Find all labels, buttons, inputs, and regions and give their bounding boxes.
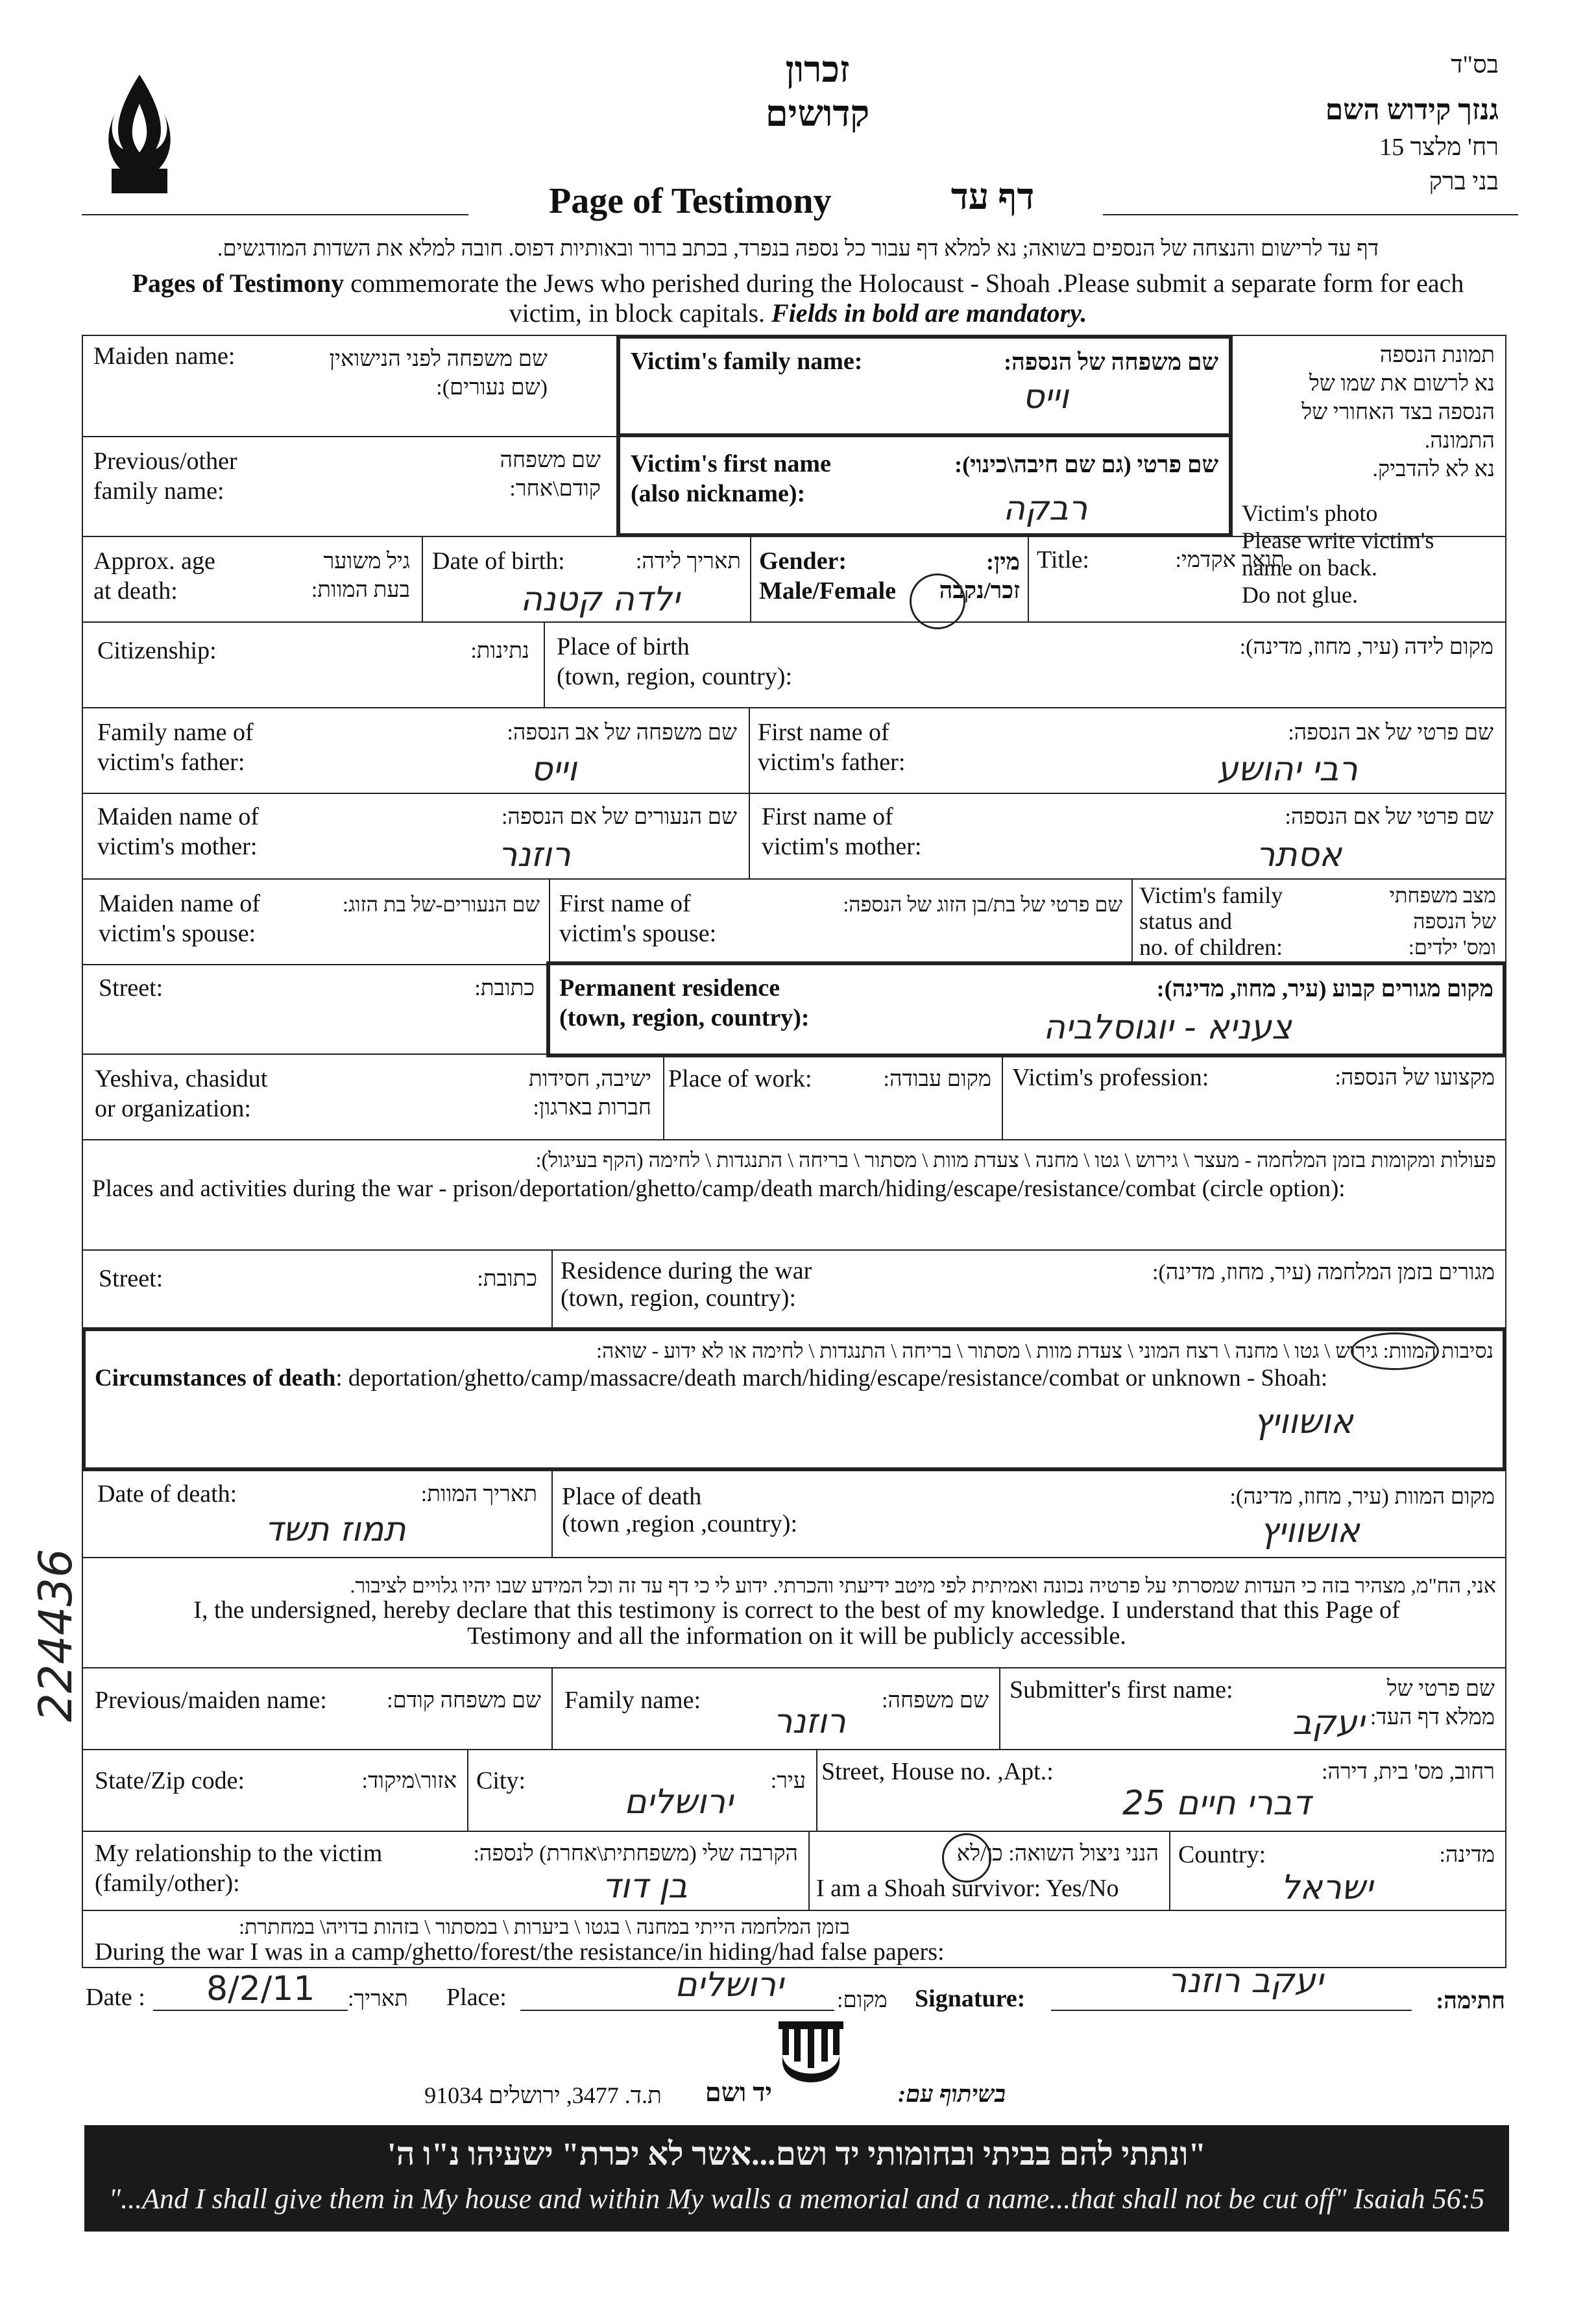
header-rule-right (1103, 214, 1518, 215)
sub-state-cell[interactable] (82, 1749, 468, 1832)
yad-vashem-heb: יד ושם (705, 2078, 772, 2107)
ghetto-circle-mark (1351, 1332, 1439, 1370)
sub-family-cell[interactable] (551, 1667, 1000, 1750)
quote-banner (84, 2125, 1509, 2232)
gender-label-heb: מין: זכר/נקבה (939, 549, 1020, 603)
permanent-residence-cell[interactable] (546, 961, 1506, 1057)
place-value[interactable]: ירושלים (675, 1966, 784, 2004)
circumstances-value: אושוויץ (1253, 1402, 1353, 1441)
sub-family-value: רוזנר (773, 1702, 846, 1741)
sub-prev-label: Previous/maiden name: (95, 1687, 327, 1714)
signature-line (1051, 2010, 1412, 2011)
dob-cell[interactable] (422, 536, 751, 623)
first-name-label: Victim's first name (also nickname): (631, 450, 831, 507)
declaration-en: I, the undersigned, hereby declare that this testimony is correct to the best of my knowledge. I understand that this Page of Testimony and all the information on it will be publicly accessible. (193, 1596, 1400, 1650)
war-residence-cell[interactable] (551, 1249, 1506, 1330)
mother-maiden-value: רוזנר (498, 836, 571, 874)
yeshiva-label-heb: ישיבה, חסידות חברות בארגון: (528, 1067, 651, 1120)
sub-relationship-cell[interactable] (82, 1831, 810, 1911)
page-title-heb: דף עד (950, 177, 1035, 217)
profession-label: Victim's profession: (1012, 1064, 1209, 1091)
first-name-cell[interactable] (616, 433, 1233, 537)
sub-war-camp-heb: בזמן המלחמה הייתי במחנה \ בגטו \ ביערות \ במסתור \ בזהות בדויה\ במחתרת: (239, 1915, 850, 1938)
war-residence-label-heb: מגורים בזמן המלחמה (עיר, מחוז, מדינה): (1152, 1260, 1495, 1284)
sub-family-label: Family name: (564, 1687, 701, 1714)
father-first-value: רבי יהושע (1217, 750, 1358, 789)
sub-first-label: Submitter's first name: (1010, 1676, 1233, 1703)
place-line (520, 2010, 834, 2011)
mother-first-label: First name of victim's mother: (762, 803, 922, 860)
circumstances-en-bold: Circumstances of death (95, 1365, 336, 1391)
spouse-first-label-heb: שם פרטי של בת/בן הזוג של הנספה: (843, 893, 1122, 916)
sub-first-cell[interactable] (999, 1667, 1506, 1750)
mother-first-label-heb: שם פרטי של אם הנספה: (1285, 805, 1493, 829)
date-label: Date : (86, 1984, 145, 2011)
intro-mandatory: Fields in bold are mandatory. (771, 298, 1087, 328)
sub-city-value: ירושלים (624, 1783, 733, 1822)
spouse-first-cell[interactable] (549, 878, 1133, 965)
sub-country-cell[interactable] (1169, 1831, 1506, 1911)
circumstances-cell[interactable] (82, 1327, 1506, 1471)
address-heb: ת.ד. 3477, ירושלים 91034 (424, 2082, 662, 2108)
title-cell[interactable] (1028, 536, 1506, 623)
dod-label-heb: תאריך המוות: (420, 1482, 537, 1506)
sub-relationship-label-heb: הקרבה שלי (משפחתית\אחרת) לנספה: (473, 1842, 798, 1866)
date-line (153, 2010, 348, 2011)
mother-maiden-label-heb: שם הנעורים של אם הנספה: (501, 805, 737, 829)
title-label-heb: תואר אקדמי: (1175, 548, 1285, 572)
header-org-name: גנזך קידוש השם (1325, 94, 1499, 126)
banner-heb: "ונתתי להם בביתי ובחומותי יד ושם...אשר לא יכרת" ישעיהו נ"ו ה' (387, 2136, 1207, 2172)
sub-city-label: City: (476, 1767, 526, 1794)
sub-street-label-heb: רחוב, מס' בית, דירה: (1321, 1760, 1495, 1784)
mother-first-value: אסתר (1256, 836, 1342, 874)
prev-name-cell[interactable] (82, 436, 620, 537)
citizenship-cell[interactable] (82, 621, 545, 708)
intro-bold: Pages of Testimony (132, 269, 345, 298)
maiden-label-heb: שם משפחה לפני הנישואין (שם נעורים): (329, 347, 548, 400)
work-label-heb: מקום עבודה: (883, 1067, 991, 1091)
first-name-label-heb: שם פרטי (גם שם חיבה\כינוי): (954, 451, 1218, 477)
title-label: Title: (1037, 546, 1089, 573)
maiden-name-cell[interactable] (82, 335, 620, 437)
family-status-label: Victim's family status and no. of children: (1139, 882, 1283, 960)
work-label: Place of work: (668, 1065, 812, 1092)
header-bsd: בס"ד (1451, 51, 1499, 78)
age-cell[interactable] (82, 536, 423, 623)
work-cell[interactable] (663, 1053, 1003, 1140)
father-family-label: Family name of victim's father: (97, 719, 254, 776)
citizenship-label: Citizenship: (97, 637, 217, 664)
permanent-residence-value: צעניא - יוגוסלביה (1043, 1008, 1292, 1047)
intro-plain: victim, in block capitals. (509, 298, 772, 328)
partner-heb: בשיתוף עם: (898, 2081, 1006, 2107)
place-label: Place: (446, 1984, 507, 2011)
circumstances-en-rest: : deportation/ghetto/camp/massacre/death march/hiding/escape/resistance/combat or unknown - Shoah: (335, 1365, 1328, 1391)
sub-first-value: יעקב (1292, 1703, 1365, 1742)
sub-relationship-label: My relationship to the victim (family/other): (95, 1840, 383, 1897)
page-title-en: Page of Testimony (549, 181, 832, 221)
sub-family-label-heb: שם משפחה: (882, 1689, 989, 1713)
declaration-heb: אני, הח"מ, מצהיר בזה כי העדות שמסרתי על פרטיה נכונה ואמיתית לפי מיטב ידיעתי והכרתי. ידוע לי כי דף עד זה וכל המידע שבו יהיו גלויים לציבור. (350, 1574, 1496, 1597)
pod-label: Place of death (town ,region ,country): (562, 1483, 798, 1537)
pob-label-heb: מקום לידה (עיר, מחוז, מדינה): (1239, 635, 1493, 659)
mother-first-cell[interactable] (749, 793, 1506, 880)
citizenship-label-heb: נתינות: (470, 639, 529, 663)
yeshiva-cell[interactable] (82, 1053, 664, 1140)
sub-street-cell[interactable] (816, 1749, 1506, 1832)
date-label-heb: תאריך: (348, 1987, 408, 2011)
header-org-city: בני ברק (1429, 168, 1499, 195)
gender-label: Gender: Male/Female (759, 548, 897, 605)
pod-value: אושוויץ (1260, 1511, 1360, 1550)
sub-survivor-heb: הנני ניצול השואה: כן/לא (956, 1842, 1159, 1866)
intro-english-1 (65, 269, 1531, 298)
family-status-cell[interactable] (1131, 878, 1506, 965)
dob-label-heb: תאריך לידה: (635, 549, 741, 573)
father-first-label-heb: שם פרטי של אב הנספה: (1288, 721, 1493, 745)
photo-heb: תמונת הנספה נא לרשום את שמו של הנספה בצד האחורי של התמונה. נא לא להדביק. (1301, 343, 1495, 481)
father-first-label: First name of victim's father: (758, 719, 906, 776)
yad-vashem-logo (779, 2021, 843, 2093)
prev-name-label: Previous/other family name: (93, 448, 237, 505)
pob-cell[interactable] (544, 621, 1506, 708)
age-label-heb: גיל משוער בעת המוות: (311, 549, 410, 602)
spouse-maiden-cell[interactable] (82, 878, 550, 965)
gender-cell[interactable] (750, 536, 1029, 623)
profession-cell[interactable] (1002, 1053, 1506, 1140)
pob-label: Place of birth (town, region, country): (557, 633, 793, 690)
dod-value: תמוז תשד (265, 1510, 406, 1549)
no-circle-mark (942, 1833, 991, 1883)
permanent-residence-label-heb: מקום מגורים קבוע (עיר, מחוז, מדינה): (1156, 976, 1493, 1002)
maiden-label: Maiden name: (93, 343, 236, 370)
dod-cell[interactable] (82, 1470, 553, 1558)
sub-survivor-cell[interactable] (808, 1831, 1170, 1911)
header-rule-left (82, 214, 468, 215)
circumstances-heb: נסיבות המוות: גירוש \ גטו \ מחנה \ רצח המוני \ צעדת מוות \ מסתור \ בריחה \ התנגדות \ לחימה או לא ידוע - שואה: (596, 1339, 1493, 1362)
sub-state-label: State/Zip code: (95, 1767, 245, 1794)
family-name-cell[interactable] (616, 335, 1233, 437)
title-kedoshim: קדושים (765, 94, 870, 134)
intro-english-2 (65, 298, 1531, 328)
photo-en: Victim's photo Please write victim's name on back. Do not glue. (1242, 500, 1434, 608)
war-street-label-heb: כתובת: (477, 1267, 537, 1291)
title-zikaron: זכרון (785, 50, 850, 90)
street-cell[interactable] (82, 964, 550, 1055)
war-residence-label: Residence during the war (town, region, country): (561, 1257, 812, 1312)
street-label: Street: (99, 974, 163, 1002)
sub-country-label-heb: מדינה: (1439, 1843, 1495, 1867)
intro-rest: commemorate the Jews who perished during the Holocaust - Shoah .Please submit a separate form for each (344, 269, 1464, 298)
father-family-label-heb: שם משפחה של אב הנספה: (507, 721, 737, 745)
dod-label: Date of death: (97, 1480, 237, 1508)
signature-value[interactable]: יעקב רוזנר (1168, 1962, 1324, 2001)
prev-name-label-heb: שם משפחה קודם\אחר: (500, 448, 601, 501)
sub-survivor-en: I am a Shoah survivor: Yes/No (816, 1875, 1119, 1902)
sub-first-label-heb: שם פרטי של ממלא דף העד: (1370, 1677, 1495, 1729)
side-record-number: 224436 (29, 1548, 82, 1722)
header-org-street: רח' מלצר 15 (1379, 134, 1499, 161)
sub-relationship-value: בן דוד (602, 1867, 688, 1906)
dob-value: ילדה קטנה (520, 580, 680, 619)
first-name-value: רבקה (1003, 489, 1088, 528)
banner-en: "...And I shall give them in My house and within My walls a memorial and a name...that shall not be cut off" Isaiah 56:5 (108, 2183, 1485, 2215)
permanent-residence-label: Permanent residence (town, region, country): (559, 974, 810, 1031)
place-label-heb: מקום: (837, 1988, 888, 2012)
signature-label-heb: חתימה: (1436, 1988, 1505, 2014)
sub-prev-label-heb: שם משפחה קודם: (387, 1689, 541, 1713)
father-first-cell[interactable] (749, 707, 1506, 794)
date-value[interactable]: 8/2/11 (206, 1969, 315, 2008)
sub-country-label: Country: (1178, 1841, 1266, 1868)
dob-label: Date of birth: (432, 548, 565, 575)
street-label-heb: כתובת: (474, 976, 535, 1000)
places-en: Places and activities during the war - prison/deportation/ghetto/camp/death march/hiding/escape/resistance/combat (circle option): (92, 1175, 1346, 1202)
sub-city-cell[interactable] (467, 1749, 817, 1832)
spouse-maiden-label-heb: שם הנעורים-של בת הזוג: (343, 893, 540, 916)
spouse-first-label: First name of victim's spouse: (559, 890, 717, 947)
places-heb: פעולות ומקומות בזמן המלחמה - מעצר \ גירוש \ גטו \ מחנה \ צעדת מוות \ מסתור \ בריחה \ התנגדות \ לחימה (הקף בעיגול): (535, 1148, 1496, 1172)
family-name-value: וייס (1022, 378, 1069, 416)
spouse-maiden-label: Maiden name of victim's spouse: (99, 890, 261, 947)
menorah-icon (779, 2021, 843, 2093)
yeshiva-label: Yeshiva, chasidut or organization: (95, 1065, 268, 1122)
hallmark-logo (104, 71, 175, 195)
signature-label: Signature: (915, 1985, 1026, 2012)
pod-cell[interactable] (551, 1470, 1506, 1558)
sub-street-label: Street, House no. ,Apt.: (821, 1758, 1054, 1785)
places-activities-cell[interactable] (82, 1139, 1506, 1251)
family-name-label: Victim's family name: (631, 348, 863, 375)
circumstances-en (95, 1364, 1327, 1393)
profession-label-heb: מקצועו של הנספה: (1335, 1066, 1495, 1090)
intro-hebrew: דף עד לרישום והנצחה של הנספים בשואה; נא למלא דף עבור כל נספה בנפרד, בכתב ברור ובאותיות דפוס. חובה למלא את השדות המודגשים. (217, 237, 1379, 261)
sub-street-value: דברי חיים 25 (1122, 1784, 1311, 1823)
age-label: Approx. age at death: (93, 548, 215, 605)
family-status-label-heb: מצב משפחתי של הנספה ומס' ילדים: (1389, 884, 1496, 959)
sub-country-value: ישראל (1281, 1868, 1373, 1907)
pod-label-heb: מקום המוות (עיר, מחוז, מדינה): (1229, 1485, 1495, 1509)
father-family-value: וייס (531, 750, 577, 789)
mother-maiden-cell[interactable] (82, 793, 750, 880)
father-family-cell[interactable] (82, 707, 750, 794)
war-street-cell[interactable] (82, 1249, 553, 1330)
family-name-label-heb: שם משפחה של הנספה: (1004, 349, 1218, 375)
sub-city-label-heb: עיר: (770, 1769, 806, 1793)
sub-war-camp-en: During the war I was in a camp/ghetto/forest/the resistance/in hiding/had false papers: (95, 1938, 945, 1966)
declaration-cell (82, 1557, 1506, 1668)
mother-maiden-label: Maiden name of victim's mother: (97, 803, 260, 860)
flame-logo-icon (104, 71, 175, 195)
sub-prev-cell[interactable] (82, 1667, 553, 1750)
sub-war-camp-cell[interactable] (82, 1910, 1506, 1968)
sub-state-label-heb: אזור\מיקוד: (361, 1769, 457, 1793)
war-street-label: Street: (99, 1265, 163, 1292)
